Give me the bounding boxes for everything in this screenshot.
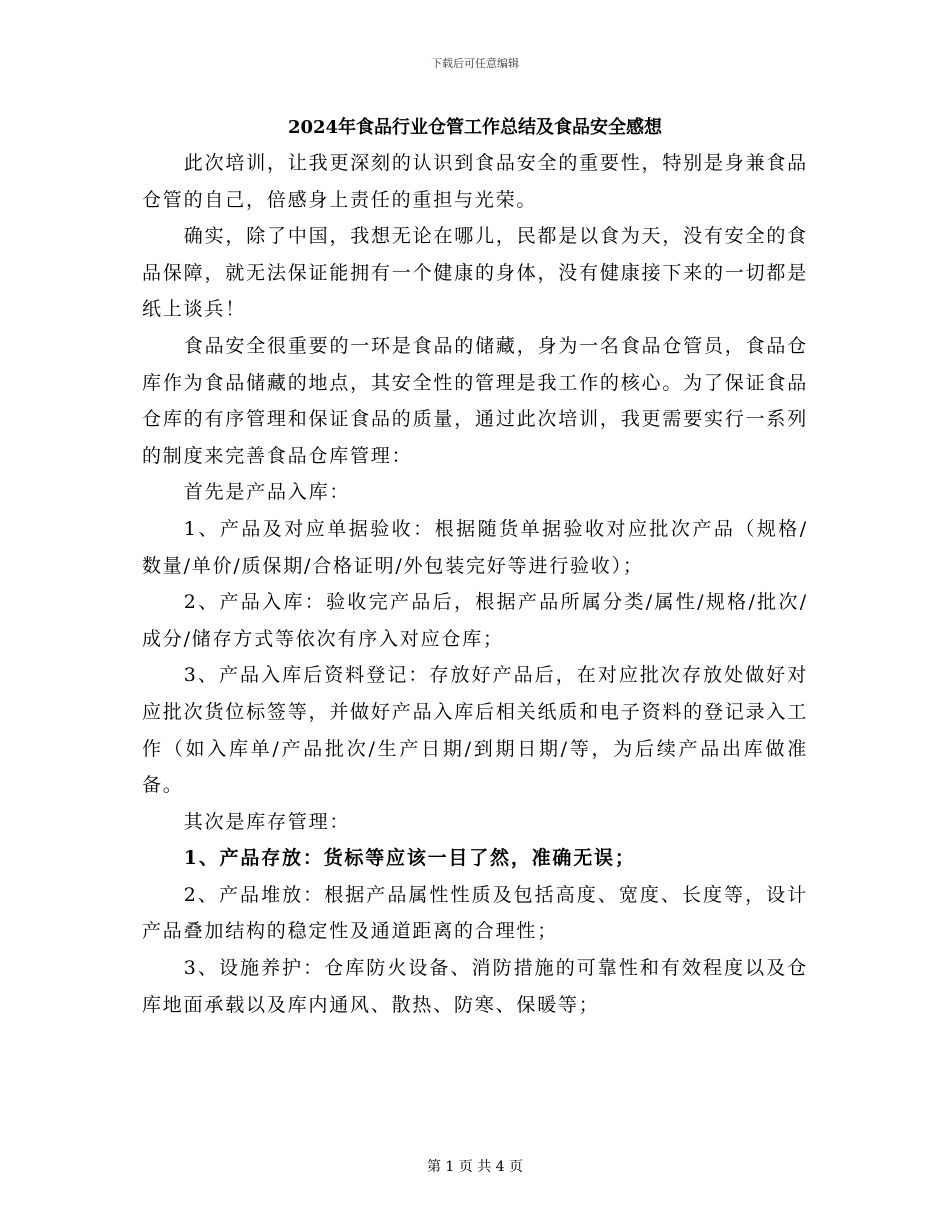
list-item: 2、产品堆放：根据产品属性性质及包括高度、宽度、长度等，设计产品叠加结构的稳定性及通道距离的合理性； bbox=[142, 883, 808, 943]
document-title: 2024年食品行业仓管工作总结及食品安全感想 bbox=[287, 117, 663, 138]
paragraph: 此次培训，让我更深刻的认识到食品安全的重要性，特别是身兼食品仓管的自己，倍感身上责任的重担与光荣。 bbox=[142, 152, 808, 211]
list-item: 1、产品及对应单据验收：根据随货单据验收对应批次产品（规格/数量/单价/质保期/合格证明/外包装完好等进行验收）； bbox=[142, 517, 808, 577]
page-number: 第 1 页 共 4 页 bbox=[426, 1159, 524, 1175]
list-item-bold: 1、产品存放：货标等应该一目了然，准确无误； bbox=[183, 847, 636, 870]
paragraph: 食品安全很重要的一环是食品的储藏，身为一名食品仓管员，食品仓库作为食品储藏的地点，其安全性的管理是我工作的核心。为了保证食品仓库的有序管理和保证食品的质量，通过此次培训，我更需要实行一系列的制度来完善食品仓库管理： bbox=[142, 334, 808, 467]
section-heading: 其次是库存管理： bbox=[183, 810, 351, 833]
header-note: 下载后可任意编辑 bbox=[431, 57, 519, 70]
section-heading: 首先是产品入库： bbox=[183, 481, 351, 504]
list-item: 2、产品入库：验收完产品后，根据产品所属分类/属性/规格/批次/成分/储存方式等依次有序入对应仓库； bbox=[142, 591, 808, 650]
document-body bbox=[142, 145, 808, 1023]
list-item: 3、设施养护：仓库防火设备、消防措施的可靠性和有效程度以及仓库地面承载以及库内通风、散热、防寒、保暖等； bbox=[142, 957, 808, 1016]
paragraph: 确实，除了中国，我想无论在哪儿，民都是以食为天，没有安全的食品保障，就无法保证能拥有一个健康的身体，没有健康接下来的一切都是纸上谈兵！ bbox=[142, 225, 808, 321]
list-item: 3、产品入库后资料登记：存放好产品后，在对应批次存放处做好对应批次货位标签等，并做好产品入库后相关纸质和电子资料的登记录入工作（如入库单/产品批次/生产日期/到期日期/等，为后续产品出库做准备。 bbox=[142, 664, 808, 797]
